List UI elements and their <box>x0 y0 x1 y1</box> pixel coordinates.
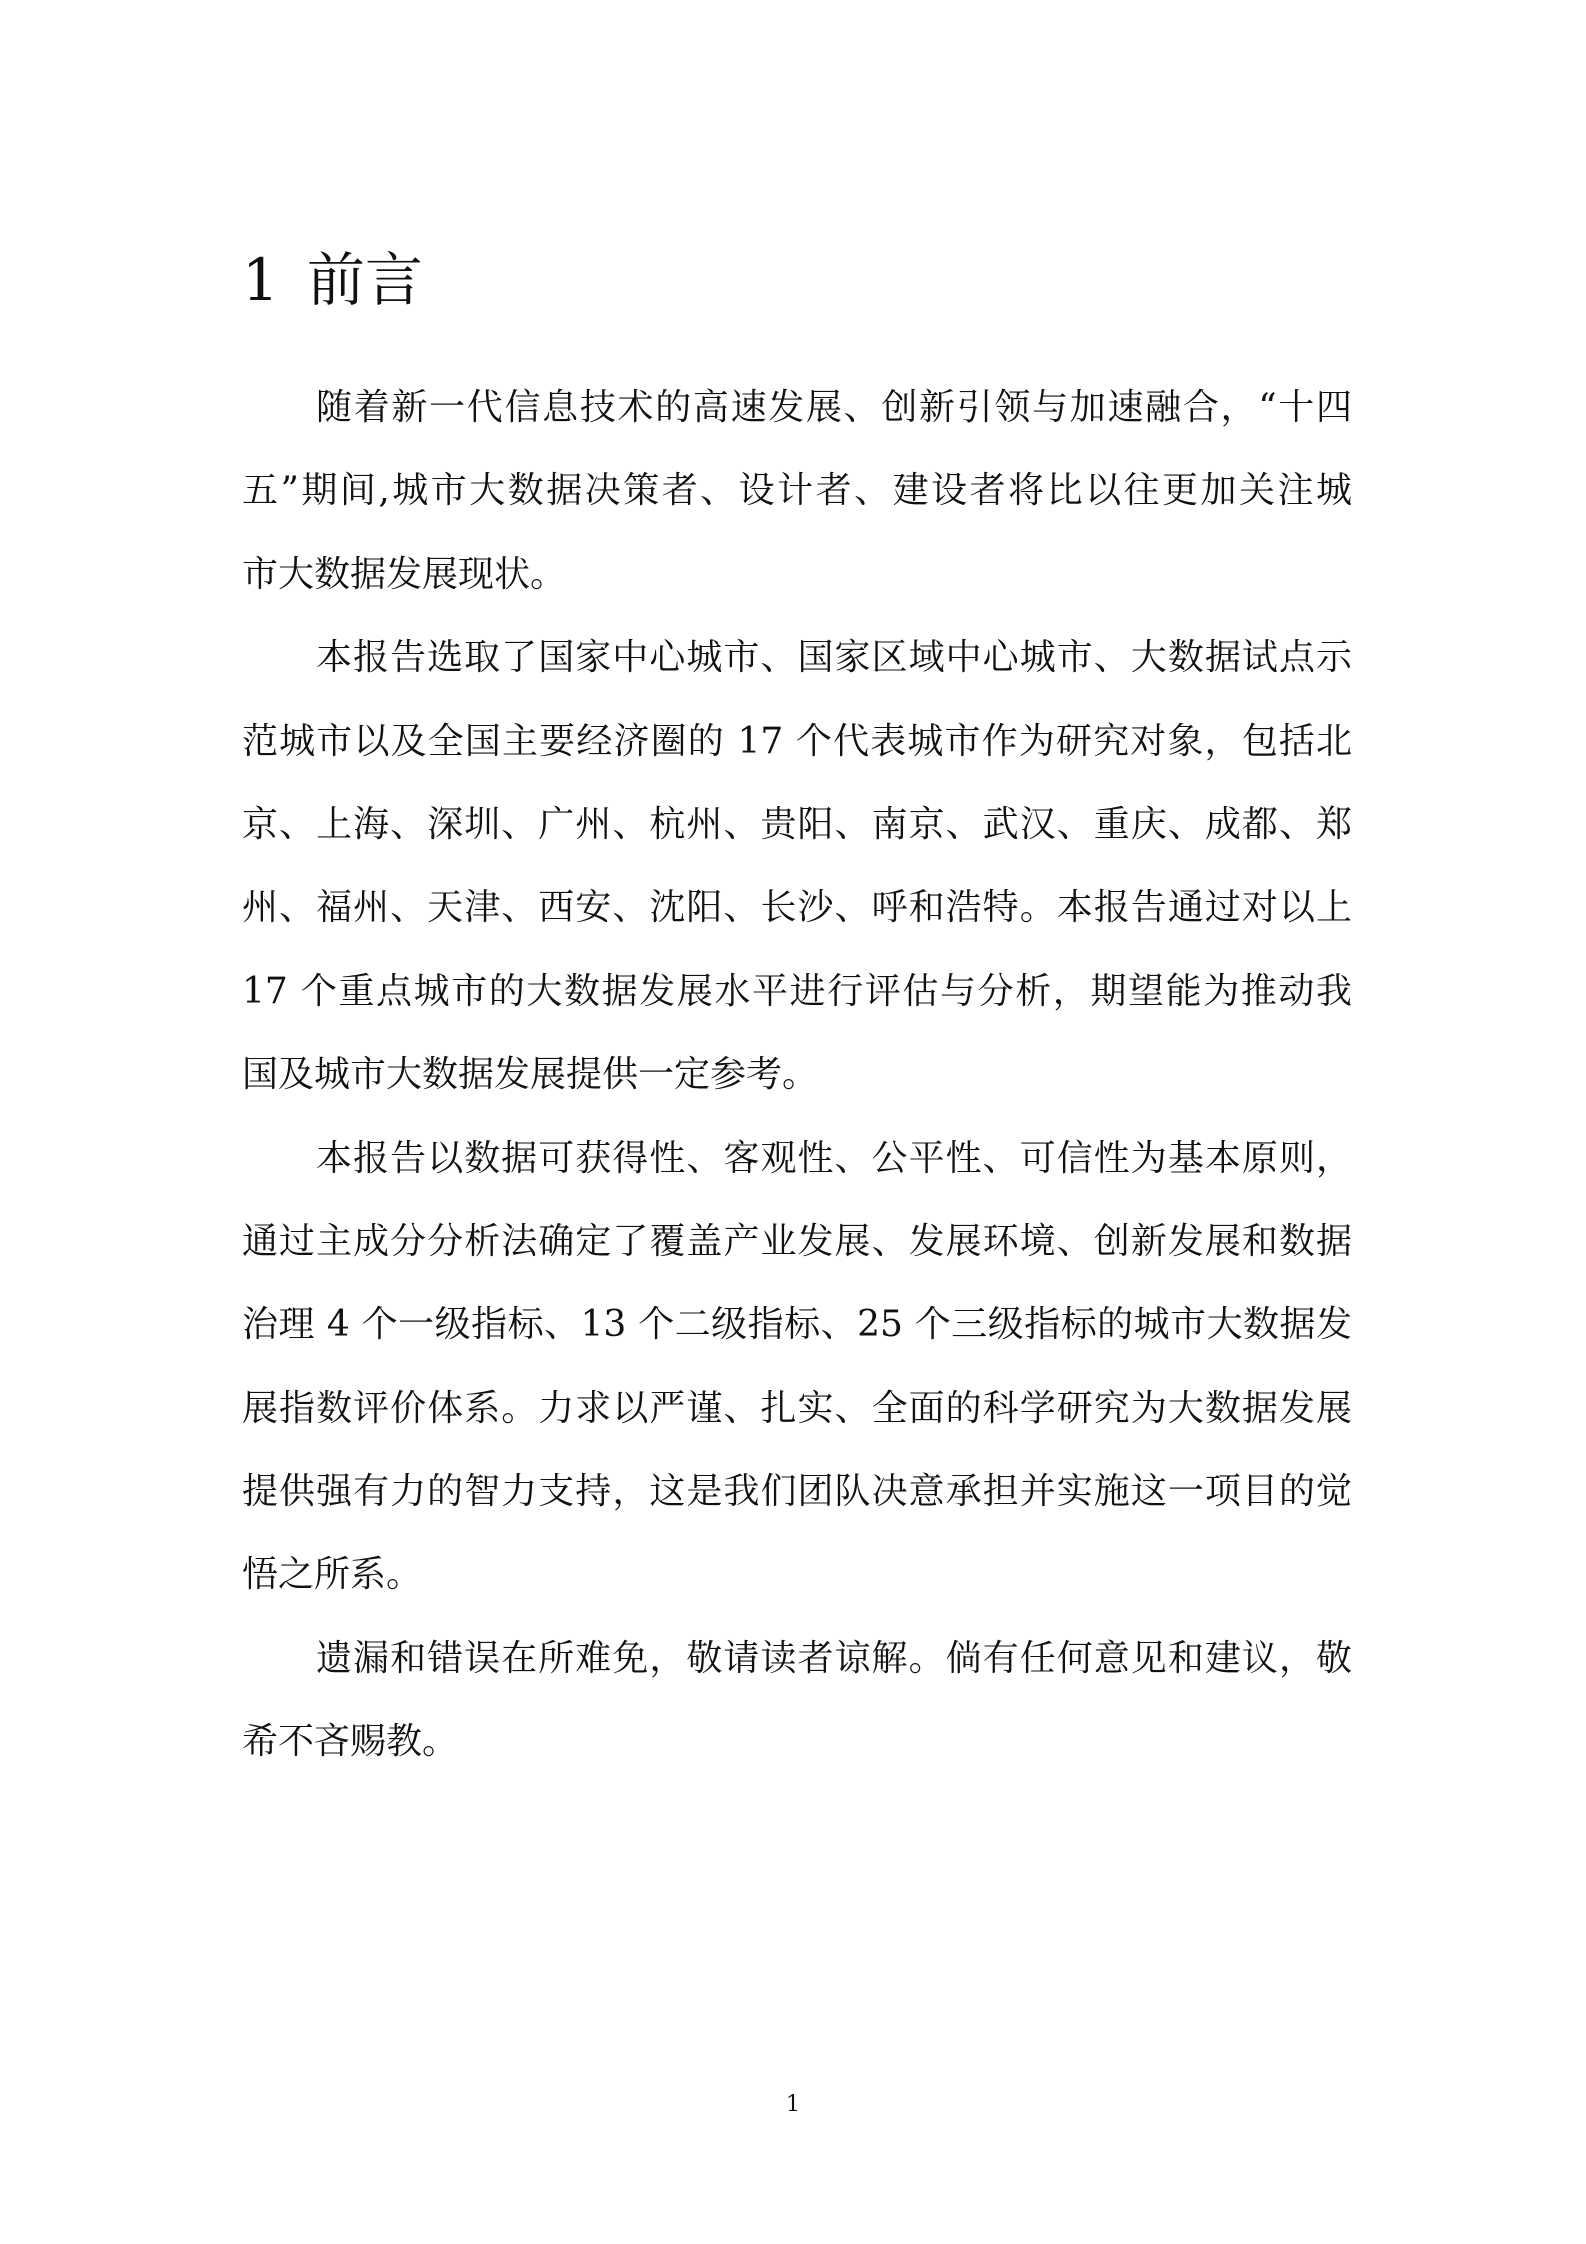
text-line: 治理 4 个一级指标、13 个二级指标、25 个三级指标的城市大数据发 <box>242 1304 1352 1346</box>
paragraph <box>242 1117 1352 1617</box>
document-body <box>242 366 1352 1784</box>
text-line: 国及城市大数据发展提供一定参考。 <box>242 1054 819 1096</box>
text-line: 提供强有力的智力支持，这是我们团队决意承担并实施这一项目的觉 <box>242 1471 1352 1513</box>
section-heading <box>242 245 423 315</box>
text-line: 本报告选取了国家中心城市、国家区域中心城市、大数据试点示 <box>316 637 1352 679</box>
page-number: 1 <box>786 2092 800 2117</box>
paragraph <box>242 616 1352 1116</box>
text-line: 遗漏和错误在所难免，敬请读者谅解。倘有任何意见和建议，敬 <box>316 1637 1352 1679</box>
text-line: 悟之所系。 <box>242 1554 423 1596</box>
text-line: 随着新一代信息技术的高速发展、创新引领与加速融合，“十四 <box>316 387 1352 428</box>
text-line: 通过主成分分析法确定了覆盖产业发展、发展环境、创新发展和数据 <box>242 1220 1352 1262</box>
text-line: 京、上海、深圳、广州、杭州、贵阳、南京、武汉、重庆、成都、郑 <box>242 803 1352 845</box>
section-number: 1 <box>242 246 279 314</box>
paragraph <box>242 1617 1352 1784</box>
text-line: 希不吝赐教。 <box>242 1721 459 1763</box>
section-title: 前言 <box>306 246 423 314</box>
text-line: 17 个重点城市的大数据发展水平进行评估与分析，期望能为推动我 <box>242 970 1352 1012</box>
text-line: 五”期间,城市大数据决策者、设计者、建设者将比以往更加关注城 <box>242 470 1352 512</box>
paragraph <box>242 366 1352 616</box>
text-line: 展指数评价体系。力求以严谨、扎实、全面的科学研究为大数据发展 <box>242 1387 1352 1429</box>
text-line: 本报告以数据可获得性、客观性、公平性、可信性为基本原则， <box>316 1137 1352 1179</box>
text-line: 范城市以及全国主要经济圈的 17 个代表城市作为研究对象，包括北 <box>242 720 1352 762</box>
text-line: 市大数据发展现状。 <box>242 553 567 595</box>
text-line: 州、福州、天津、西安、沈阳、长沙、呼和浩特。本报告通过对以上 <box>242 887 1352 929</box>
